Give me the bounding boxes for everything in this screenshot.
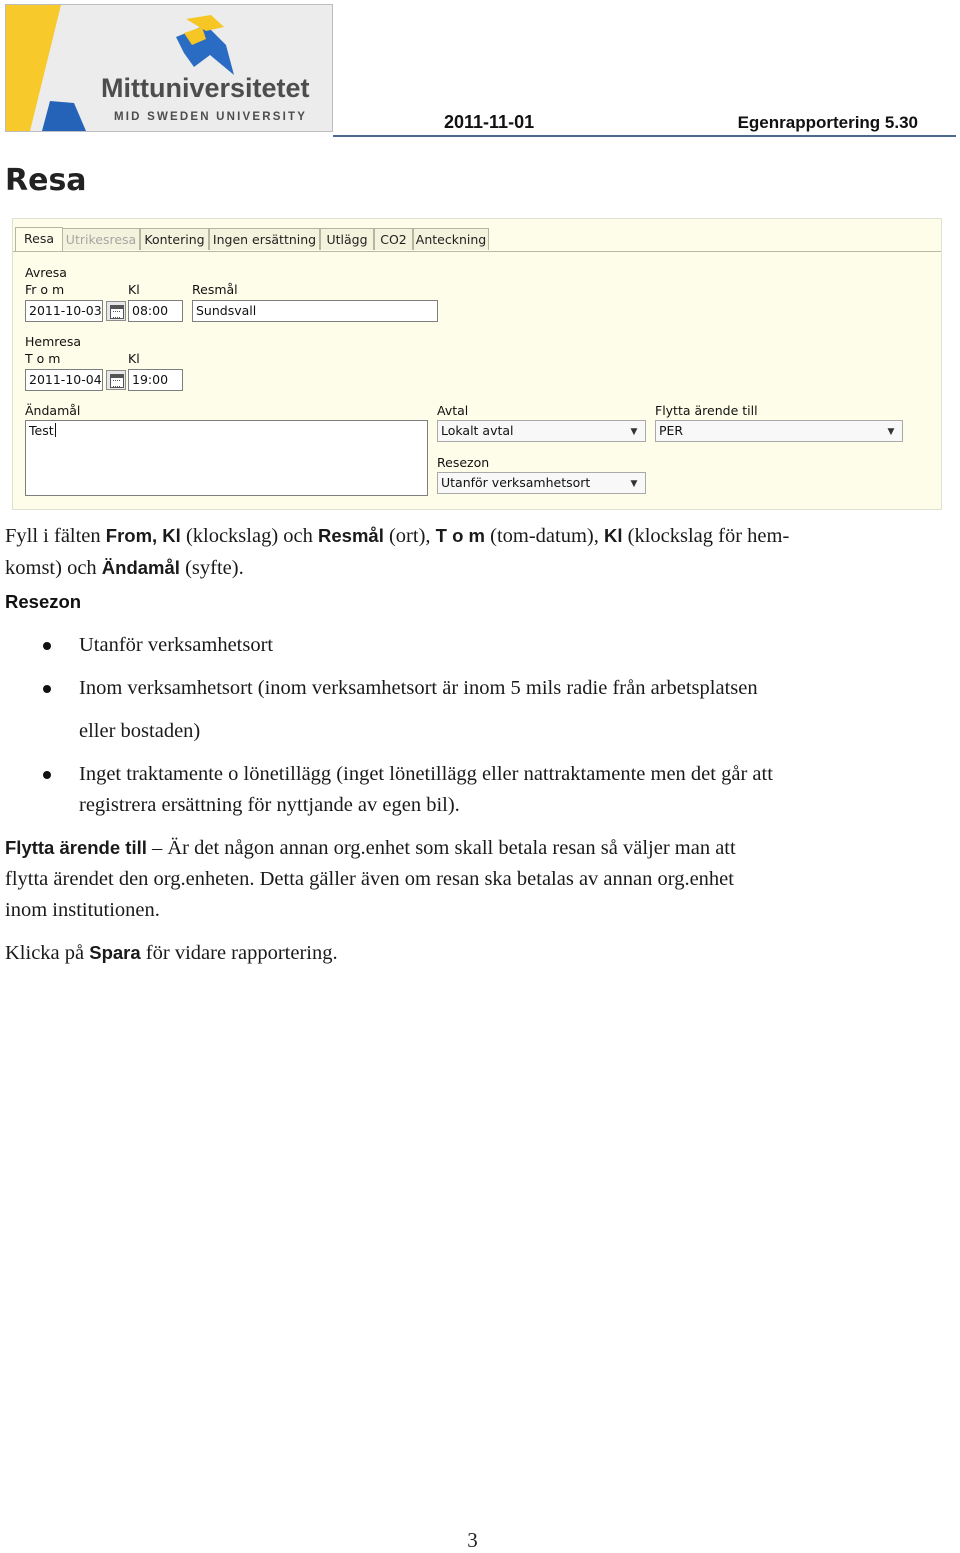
tab-utlagg[interactable] bbox=[320, 228, 374, 250]
list-item-continued bbox=[79, 716, 949, 747]
intro-bold: From, Kl bbox=[105, 525, 181, 546]
calendar-icon[interactable] bbox=[106, 301, 126, 321]
resezon-label: Resezon bbox=[437, 455, 490, 470]
dropdown-arrow-icon: ▼ bbox=[630, 479, 638, 489]
calendar-icon[interactable] bbox=[106, 370, 126, 390]
bullet-icon bbox=[43, 685, 51, 693]
page-number: 3 bbox=[467, 1528, 478, 1552]
flytta-text: Är det någon annan org.enhet som skall betala resan så väljer man att bbox=[167, 837, 736, 859]
spara-bold: Spara bbox=[89, 942, 141, 963]
list-item-text: eller bostaden) bbox=[79, 720, 201, 742]
tab-label: Utlägg bbox=[326, 232, 368, 247]
bullet-icon bbox=[43, 642, 51, 650]
list-item-text: Inom verksamhetsort (inom verksamhetsort är inom 5 mils radie från arbetsplatsen bbox=[79, 677, 758, 699]
intro-text: (ort), bbox=[383, 525, 436, 547]
logo-subtitle: MID SWEDEN UNIVERSITY bbox=[114, 111, 308, 123]
avtal-label: Avtal bbox=[437, 403, 469, 418]
kl2-label: Kl bbox=[128, 351, 140, 366]
bullet-icon bbox=[43, 771, 51, 779]
intro-text: (tom-datum), bbox=[485, 525, 604, 547]
page-title: Resa bbox=[5, 163, 87, 198]
tab-ingen-ersattning[interactable] bbox=[209, 228, 320, 250]
header-rule bbox=[333, 135, 956, 137]
resezon-select[interactable] bbox=[437, 472, 646, 494]
tab-label: Resa bbox=[24, 231, 54, 246]
tab-label: Utrikesresa bbox=[65, 232, 137, 247]
flytta-value: PER bbox=[659, 423, 684, 438]
list-item bbox=[79, 630, 949, 661]
flytta-text: flytta ärendet den org.enheten. Detta gäller även om resan ska betalas av annan org.enhet bbox=[5, 868, 734, 890]
intro-bold: Ändamål bbox=[101, 557, 180, 578]
header-doc-title: Egenrapportering 5.30 bbox=[737, 113, 918, 132]
andamal-value: Test bbox=[29, 423, 54, 438]
travel-form-screenshot bbox=[12, 218, 942, 510]
intro-paragraph bbox=[5, 520, 940, 584]
from-label: Fr o m bbox=[25, 282, 65, 297]
resezon-heading: Resezon bbox=[5, 591, 82, 612]
intro-text: komst) och bbox=[5, 557, 102, 579]
tab-resa[interactable] bbox=[15, 227, 63, 251]
dropdown-arrow-icon: ▼ bbox=[887, 427, 895, 437]
from-date-field[interactable]: 2011-10-03 bbox=[25, 300, 103, 322]
tom-label: T o m bbox=[25, 351, 61, 366]
form-tab-strip bbox=[13, 227, 941, 252]
flytta-label: Flytta ärende till bbox=[655, 403, 758, 418]
intro-bold: Kl bbox=[604, 525, 623, 546]
logo-name: Mittuniversitetet bbox=[101, 73, 310, 103]
header-date: 2011-11-01 bbox=[444, 112, 535, 132]
flytta-bold: Flytta ärende till bbox=[5, 837, 147, 858]
university-logo bbox=[5, 4, 333, 132]
tab-utrikesresa bbox=[62, 228, 140, 250]
hemresa-heading: Hemresa bbox=[25, 334, 81, 349]
tab-anteckning[interactable] bbox=[413, 228, 489, 250]
avtal-select[interactable] bbox=[437, 420, 646, 442]
spara-text: för vidare rapportering. bbox=[140, 942, 338, 964]
resezon-value: Utanför verksamhetsort bbox=[441, 475, 591, 490]
intro-text: (syfte). bbox=[179, 557, 244, 579]
andamal-label: Ändamål bbox=[25, 403, 81, 418]
tab-label: Kontering bbox=[144, 232, 205, 247]
flytta-text: inom institutionen. bbox=[5, 899, 160, 921]
spara-text: Klicka på bbox=[5, 942, 90, 964]
flytta-paragraph bbox=[5, 832, 940, 926]
tab-label: CO2 bbox=[380, 232, 407, 247]
tom-date-field[interactable]: 2011-10-04 bbox=[25, 369, 103, 391]
tab-label: Ingen ersättning bbox=[212, 232, 317, 247]
list-item bbox=[79, 673, 949, 704]
resmal-field[interactable]: Sundsvall bbox=[192, 300, 438, 322]
dropdown-arrow-icon: ▼ bbox=[630, 427, 638, 437]
spara-paragraph bbox=[5, 937, 940, 969]
kl2-time-field[interactable]: 19:00 bbox=[128, 369, 183, 391]
list-item-text: registrera ersättning för nyttjande av egen bil). bbox=[79, 794, 460, 816]
kl1-label: Kl bbox=[128, 282, 140, 297]
list-item-text: Inget traktamente o lönetillägg (inget lönetillägg eller nattraktamente men det går att bbox=[79, 763, 773, 785]
intro-text: (klockslag för hem- bbox=[622, 525, 790, 547]
flytta-select[interactable] bbox=[655, 420, 903, 442]
list-item bbox=[79, 759, 949, 821]
avresa-heading: Avresa bbox=[25, 265, 67, 280]
tab-label: Anteckning bbox=[415, 232, 487, 247]
andamal-textarea[interactable] bbox=[25, 420, 428, 496]
list-item-text: Utanför verksamhetsort bbox=[79, 634, 274, 656]
tab-kontering[interactable] bbox=[140, 228, 209, 250]
intro-bold: Resmål bbox=[318, 525, 384, 546]
kl1-time-field[interactable]: 08:00 bbox=[128, 300, 183, 322]
intro-text: Fyll i fälten bbox=[5, 525, 106, 547]
intro-text: (klockslag) och bbox=[180, 525, 319, 547]
text-cursor bbox=[55, 423, 56, 437]
tab-co2[interactable] bbox=[374, 228, 413, 250]
intro-bold: T o m bbox=[435, 525, 485, 546]
avtal-value: Lokalt avtal bbox=[441, 423, 514, 438]
flytta-dash: – bbox=[146, 837, 168, 859]
resmal-label: Resmål bbox=[192, 282, 238, 297]
